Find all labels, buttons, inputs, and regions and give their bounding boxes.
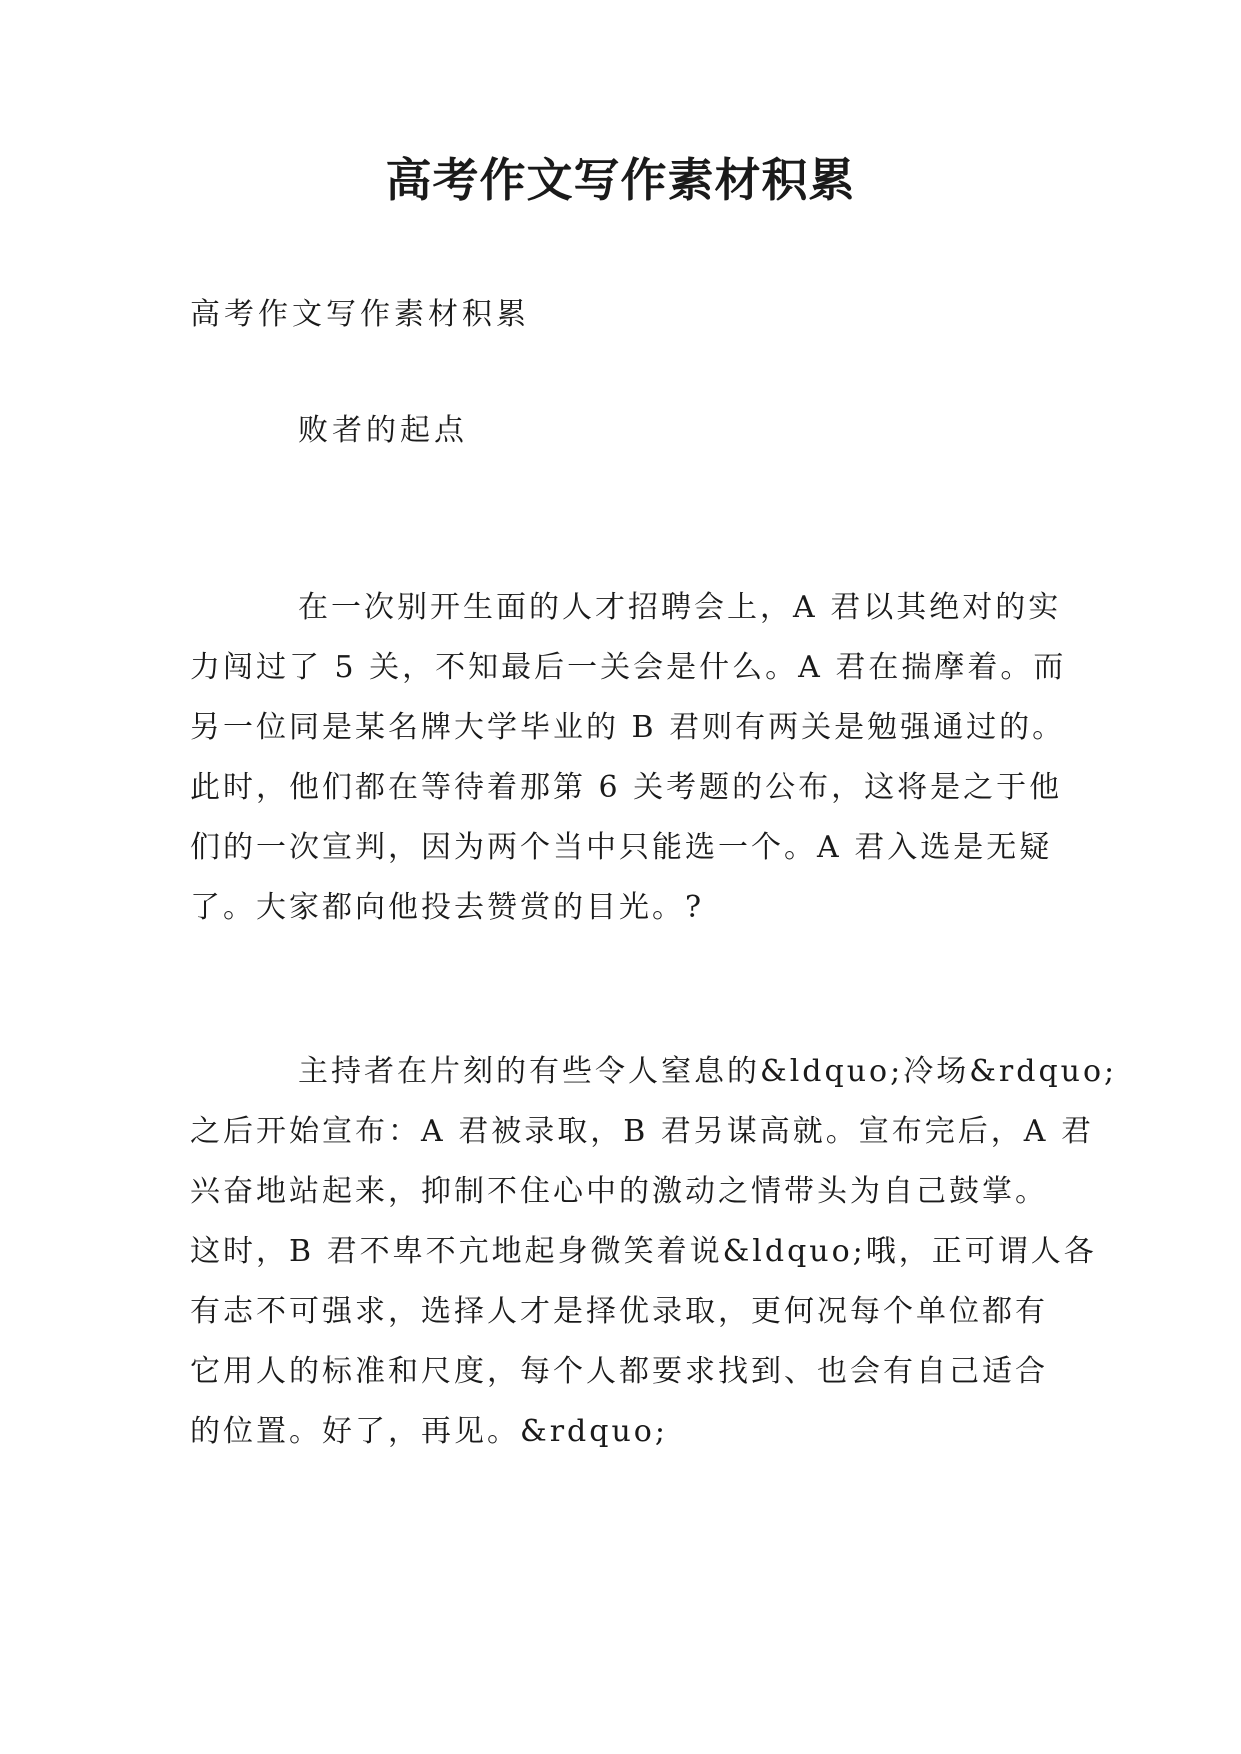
paragraph-line: 们的一次宣判，因为两个当中只能选一个。A 君入选是无疑 (190, 830, 1053, 865)
paragraph-line: 力闯过了 5 关，不知最后一关会是什么。A 君在揣摩着。而 (190, 650, 1067, 685)
paragraph-line: 另一位同是某名牌大学毕业的 B 君则有两关是勉强通过的。 (190, 710, 1066, 745)
paragraph-line: 了。大家都向他投去赞赏的目光。? (190, 890, 705, 925)
paragraph-line: 这时，B 君不卑不亢地起身微笑着说&ldquo;哦，正可谓人各 (190, 1234, 1097, 1269)
paragraph-line: 的位置。好了，再见。&rdquo; (190, 1414, 668, 1449)
document-subtitle: 高考作文写作素材积累 (190, 297, 530, 332)
paragraph-line: 主持者在片刻的有些令人窒息的&ldquo;冷场&rdquo; (298, 1054, 1118, 1089)
paragraph-line: 它用人的标准和尺度，每个人都要求找到、也会有自己适合 (190, 1354, 1048, 1389)
paragraph-line: 在一次别开生面的人才招聘会上，A 君以其绝对的实 (298, 590, 1062, 625)
paragraph-1 (190, 578, 1070, 938)
section-heading: 败者的起点 (298, 413, 468, 448)
paragraph-line: 此时，他们都在等待着那第 6 关考题的公布，这将是之于他 (190, 770, 1063, 805)
paragraph-line: 之后开始宣布：A 君被录取，B 君另谋高就。宣布完后，A 君 (190, 1114, 1094, 1149)
document-title: 高考作文写作素材积累 (385, 153, 856, 207)
paragraph-2 (190, 1042, 1118, 1462)
paragraph-line: 兴奋地站起来，抑制不住心中的激动之情带头为自己鼓掌。 (190, 1174, 1048, 1209)
paragraph-line: 有志不可强求，选择人才是择优录取，更何况每个单位都有 (190, 1294, 1048, 1329)
